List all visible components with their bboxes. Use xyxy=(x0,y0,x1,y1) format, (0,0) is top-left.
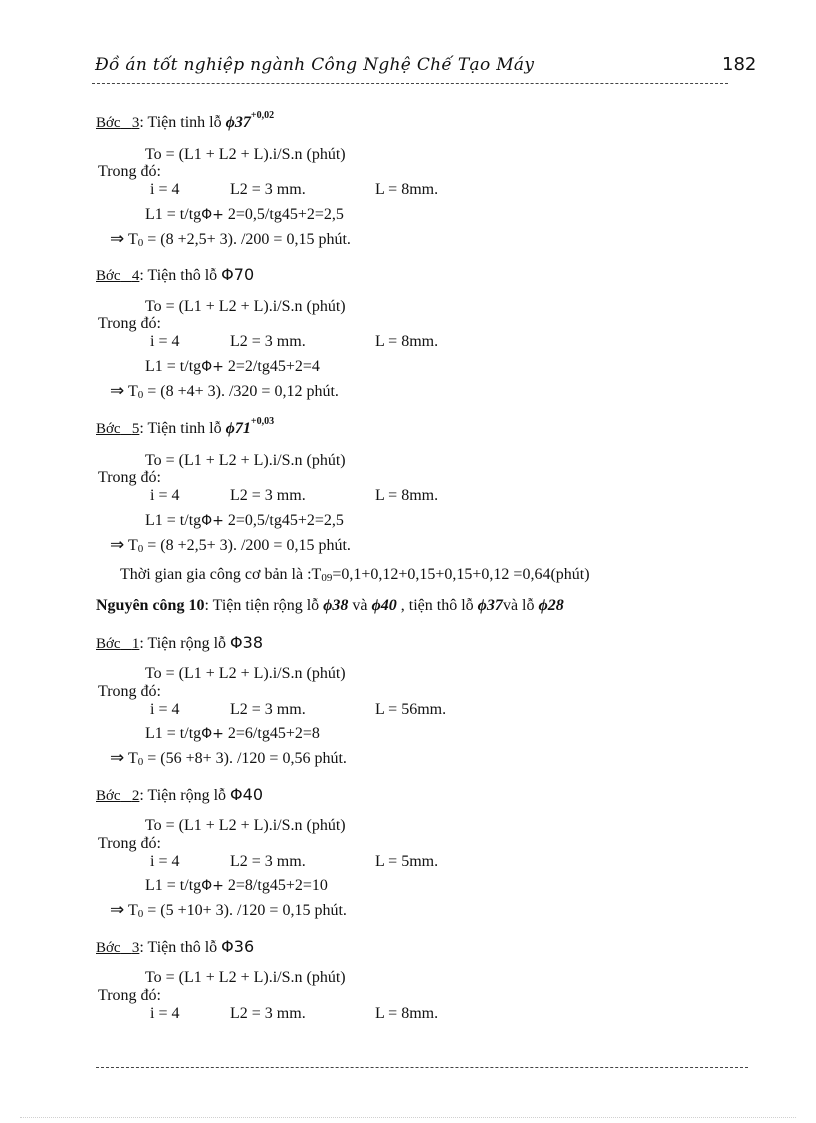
diameter-symbol: Φ38 xyxy=(230,633,263,652)
operation-heading xyxy=(96,597,564,615)
operation-text-2: và xyxy=(352,597,368,614)
diameter-symbol: Φ36 xyxy=(221,937,255,956)
param-l1 xyxy=(145,358,320,376)
t0-label: T xyxy=(127,750,138,767)
param-l2: L2 = 3 mm. xyxy=(230,487,306,504)
tg-text: /tg xyxy=(184,725,202,742)
t0-subscript: 0 xyxy=(137,237,144,249)
step-heading xyxy=(96,110,275,134)
step-number: 4 xyxy=(131,268,140,284)
tolerance: +0,02 xyxy=(250,110,275,121)
step-label: Bớc xyxy=(96,636,121,652)
summary-result: =0,1+0,12+0,15+0,15+0,12 =0,64(phút) xyxy=(332,566,590,583)
step-heading xyxy=(96,786,263,805)
step-number: 2 xyxy=(131,788,140,804)
param-l: L = 56mm. xyxy=(375,701,447,718)
tg-text: /tg xyxy=(184,358,202,375)
step-heading xyxy=(96,938,254,957)
step-heading xyxy=(96,634,263,653)
param-i: i = 4 xyxy=(150,181,180,198)
param-l2: L2 = 3 mm. xyxy=(230,333,306,350)
diameter-symbol: ϕ40 xyxy=(371,597,397,614)
formula-line: To = (L1 + L2 + L).i/S.n (phút) xyxy=(145,665,346,682)
implies-arrow-icon: ⇒ xyxy=(110,748,125,768)
where-label: Trong đó: xyxy=(98,835,161,852)
where-label: Trong đó: xyxy=(98,469,161,486)
result-value: = (8 +2,5+ 3). /200 = 0,15 phút. xyxy=(143,537,351,554)
operation-text-4: và lỗ xyxy=(502,597,535,614)
operation-title: Nguyên công 10 xyxy=(96,597,205,614)
where-label: Trong đó: xyxy=(98,987,161,1004)
param-l2: L2 = 3 mm. xyxy=(230,853,306,870)
param-i: i = 4 xyxy=(150,853,180,870)
result-value: = (56 +8+ 3). /120 = 0,56 phút. xyxy=(143,750,347,767)
result-value: = (5 +10+ 3). /120 = 0,15 phút. xyxy=(143,902,347,919)
param-l1 xyxy=(145,725,320,743)
param-i: i = 4 xyxy=(150,333,180,350)
param-l: L = 8mm. xyxy=(375,487,439,504)
step-label: Bớc xyxy=(96,788,121,804)
result-line xyxy=(110,382,339,402)
diameter-symbol: ϕ37 xyxy=(225,114,251,131)
param-l1 xyxy=(145,206,344,224)
plus-sign: + xyxy=(212,207,224,223)
step-description: : Tiện tinh lỗ xyxy=(139,420,222,437)
formula-line: To = (L1 + L2 + L).i/S.n (phút) xyxy=(145,817,346,834)
l1-right: 2=8/tg45+2=10 xyxy=(223,877,328,894)
step-description: : Tiện rộng lỗ xyxy=(139,635,227,652)
t0-subscript: 0 xyxy=(137,543,144,555)
param-l1 xyxy=(145,877,328,895)
plus-sign: + xyxy=(212,878,224,894)
t0-label: T xyxy=(127,902,138,919)
formula-line: To = (L1 + L2 + L).i/S.n (phút) xyxy=(145,969,346,986)
l1-left: L1 = t xyxy=(145,206,185,223)
header-divider xyxy=(92,83,728,84)
tolerance: +0,03 xyxy=(250,416,275,427)
param-i: i = 4 xyxy=(150,487,180,504)
result-line xyxy=(110,901,347,921)
t0-label: T xyxy=(127,537,138,554)
t0-subscript: 0 xyxy=(137,756,144,768)
summary-text: Thời gian gia công cơ bản là :T xyxy=(120,566,322,583)
step-description: : Tiện thô lỗ xyxy=(139,267,218,284)
formula-line: To = (L1 + L2 + L).i/S.n (phút) xyxy=(145,146,346,163)
step-description: : Tiện thô lỗ xyxy=(139,939,218,956)
implies-arrow-icon: ⇒ xyxy=(110,381,125,401)
diameter-symbol: ϕ37 xyxy=(477,597,503,614)
step-number: 5 xyxy=(131,421,140,437)
page-number: 182 xyxy=(722,54,757,75)
t0-subscript: 0 xyxy=(137,908,144,920)
result-value: = (8 +2,5+ 3). /200 = 0,15 phút. xyxy=(143,231,351,248)
phi-symbol: Φ xyxy=(201,726,213,742)
summary-line xyxy=(120,566,590,585)
operation-text-3: , tiện thô lỗ xyxy=(400,597,474,614)
l1-right: 2=0,5/tg45+2=2,5 xyxy=(223,206,344,223)
footer-divider xyxy=(96,1067,748,1068)
param-l2: L2 = 3 mm. xyxy=(230,181,306,198)
phi-symbol: Φ xyxy=(201,513,213,529)
step-number: 3 xyxy=(131,940,140,956)
l1-left: L1 = t xyxy=(145,725,185,742)
step-description: : Tiện tinh lỗ xyxy=(139,114,222,131)
step-heading xyxy=(96,416,275,440)
param-i: i = 4 xyxy=(150,1005,180,1022)
step-number: 1 xyxy=(131,636,140,652)
diameter-symbol: Φ70 xyxy=(221,265,255,284)
param-l: L = 5mm. xyxy=(375,853,439,870)
where-label: Trong đó: xyxy=(98,315,161,332)
tg-text: /tg xyxy=(184,206,202,223)
result-line xyxy=(110,536,351,556)
l1-right: 2=6/tg45+2=8 xyxy=(223,725,320,742)
page-bottom-edge xyxy=(20,1117,796,1118)
implies-arrow-icon: ⇒ xyxy=(110,535,125,555)
t0-subscript: 0 xyxy=(137,389,144,401)
implies-arrow-icon: ⇒ xyxy=(110,229,125,249)
diameter-symbol: ϕ71 xyxy=(225,420,251,437)
plus-sign: + xyxy=(212,359,224,375)
formula-line: To = (L1 + L2 + L).i/S.n (phút) xyxy=(145,298,346,315)
param-l2: L2 = 3 mm. xyxy=(230,701,306,718)
document-header-title: Đồ án tốt nghiệp ngành Công Nghệ Chế Tạo Máy xyxy=(95,55,535,75)
diameter-symbol: ϕ38 xyxy=(323,597,349,614)
diameter-symbol: Φ40 xyxy=(230,785,263,804)
result-line xyxy=(110,230,351,250)
result-line xyxy=(110,749,347,769)
implies-arrow-icon: ⇒ xyxy=(110,900,125,920)
diameter-symbol: ϕ28 xyxy=(538,597,564,614)
step-label: Bớc xyxy=(96,268,121,284)
tg-text: /tg xyxy=(184,512,202,529)
param-l: L = 8mm. xyxy=(375,1005,439,1022)
step-label: Bớc xyxy=(96,421,121,437)
plus-sign: + xyxy=(212,513,224,529)
phi-symbol: Φ xyxy=(201,878,213,894)
t0-label: T xyxy=(127,231,138,248)
t0-label: T xyxy=(127,383,138,400)
l1-left: L1 = t xyxy=(145,512,185,529)
formula-line: To = (L1 + L2 + L).i/S.n (phút) xyxy=(145,452,346,469)
param-l2: L2 = 3 mm. xyxy=(230,1005,306,1022)
tg-text: /tg xyxy=(184,877,202,894)
plus-sign: + xyxy=(212,726,224,742)
where-label: Trong đó: xyxy=(98,683,161,700)
l1-left: L1 = t xyxy=(145,358,185,375)
where-label: Trong đó: xyxy=(98,163,161,180)
param-l: L = 8mm. xyxy=(375,333,439,350)
l1-left: L1 = t xyxy=(145,877,185,894)
step-label: Bớc xyxy=(96,940,121,956)
summary-subscript: 09 xyxy=(321,572,333,584)
phi-symbol: Φ xyxy=(201,207,213,223)
l1-right: 2=2/tg45+2=4 xyxy=(223,358,320,375)
step-heading xyxy=(96,266,254,285)
step-label: Bớc xyxy=(96,115,121,131)
param-l: L = 8mm. xyxy=(375,181,439,198)
step-number: 3 xyxy=(131,115,140,131)
param-i: i = 4 xyxy=(150,701,180,718)
operation-text-1: : Tiện tiện rộng lỗ xyxy=(204,597,320,614)
l1-right: 2=0,5/tg45+2=2,5 xyxy=(223,512,344,529)
phi-symbol: Φ xyxy=(201,359,213,375)
result-value: = (8 +4+ 3). /320 = 0,12 phút. xyxy=(143,383,339,400)
param-l1 xyxy=(145,512,344,530)
step-description: : Tiện rộng lỗ xyxy=(139,787,227,804)
